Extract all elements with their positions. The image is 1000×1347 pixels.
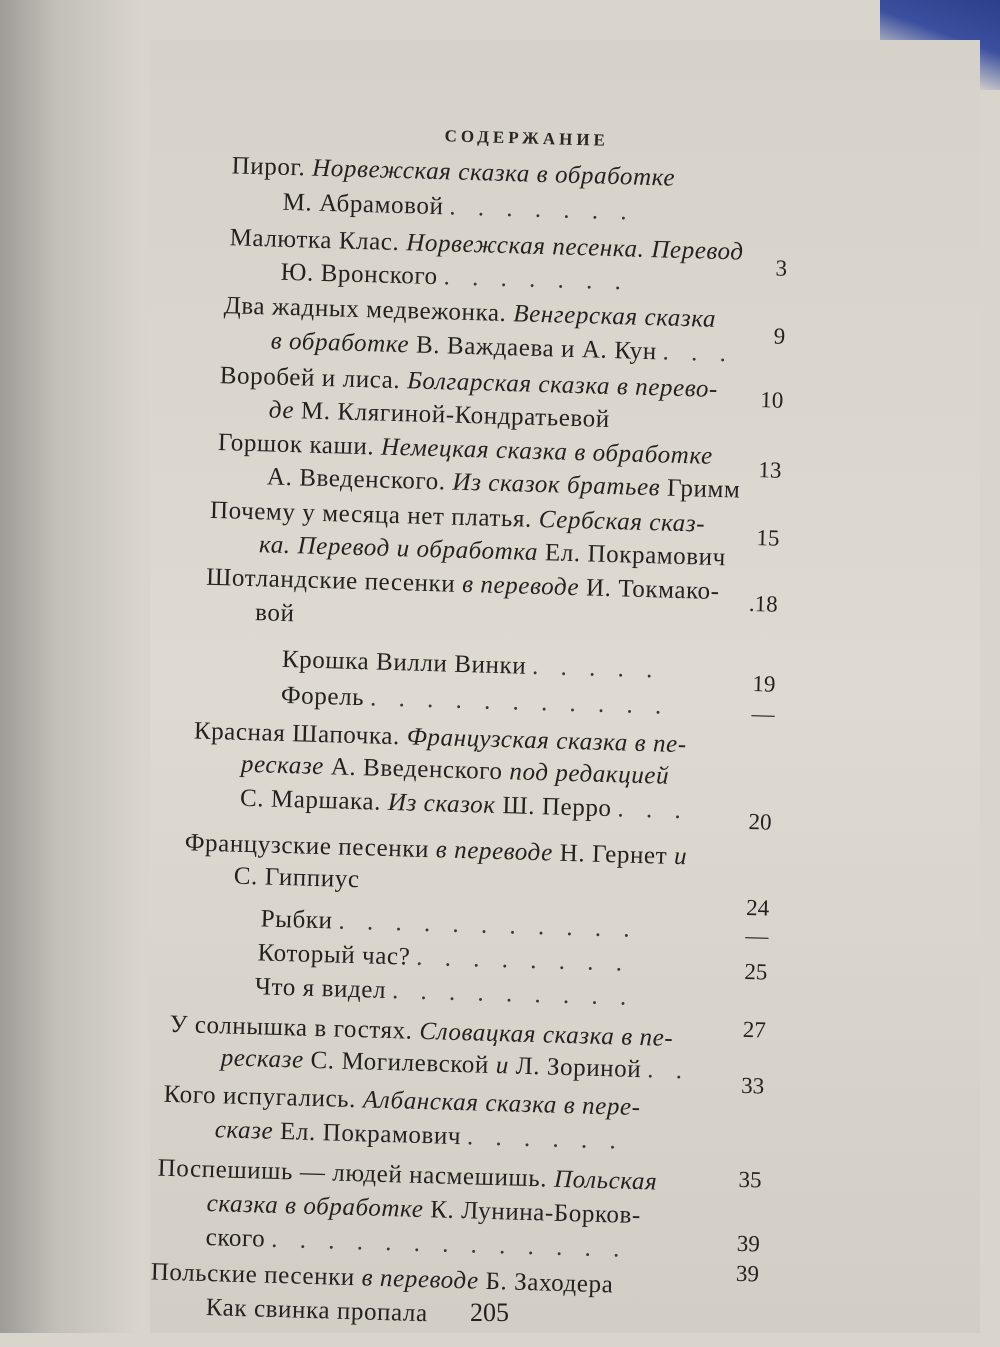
toc-line: сказка в обработке К. Лунина-Борков- — [206, 1190, 642, 1230]
toc-line: Форель . . . . . . . . . . . — [280, 681, 670, 720]
page-number: 33 — [740, 1072, 765, 1099]
toc-line: ресказе А. Введенского под редакцией — [240, 750, 670, 790]
toc-line: М. Абрамовой . . . . . . . — [282, 188, 636, 226]
toc-line: в обработке В. Важдаева и А. Кун . . . — [270, 327, 735, 368]
page-number: — — [751, 701, 775, 727]
toc-line: Который час? . . . . . . . . — [257, 939, 631, 977]
page-number: 19 — [752, 671, 776, 697]
toc-line: Горшок каши. Немецкая сказка в обработке — [217, 429, 714, 470]
toc-line: Воробей и лиса. Болгарская сказка в перево- — [219, 362, 719, 403]
toc-line: А. Введенского. Из сказок братьев Гримм — [266, 463, 741, 504]
toc-line: ресказе С. Могилевской и Л. Зориной . . — [220, 1044, 691, 1085]
toc-line: ка. Перевод и обработка Ел. Покрамович — [258, 531, 727, 572]
toc-line: Шотландские песенки в переводе И. Токмако- — [205, 563, 721, 606]
toc-line: Почему у месяца нет платья. Сербская сказ- — [209, 496, 706, 538]
toc-line: Два жадных медвежонка. Венгерская сказка — [223, 292, 717, 333]
toc-line: Ю. Вронского . . . . . . . — [280, 258, 630, 296]
toc-line: С. Гиппиус — [233, 862, 360, 894]
page-number: 10 — [760, 387, 784, 413]
page-number: .18 — [748, 590, 779, 617]
toc-line: Малютка Клас. Норвежская песенка. Перевод — [229, 224, 744, 266]
toc-line: Как свинка пропала — [205, 1294, 429, 1328]
page-number: 27 — [742, 1016, 767, 1043]
toc-line: Красная Шапочка. Французская сказка в пе- — [193, 717, 688, 759]
toc-line: У солнышка в гостях. Словацкая сказка в пе- — [169, 1010, 674, 1052]
page-number: 25 — [744, 958, 768, 985]
page-number: 9 — [773, 323, 786, 349]
toc-line: Кого испугались. Албанская сказка в пере- — [163, 1080, 641, 1122]
toc-line: Что я видел . . . . . . . . . — [254, 973, 635, 1011]
toc-line: вой — [254, 599, 295, 628]
page-number: — — [745, 922, 769, 949]
page-number: 15 — [756, 525, 780, 551]
toc-line: Польские песенки в переводе Б. Заходера — [150, 1258, 614, 1299]
page-number: 24 — [745, 894, 770, 921]
page-number: 39 — [736, 1230, 761, 1257]
toc-line: Крошка Вилли Винки . . . . . — [281, 645, 661, 684]
page-number: 13 — [758, 457, 782, 483]
page-number: 3 — [775, 255, 788, 281]
toc-line: Французские песенки в переводе Н. Гернет и — [184, 829, 688, 871]
toc-line: Рыбки . . . . . . . . . . . — [260, 905, 639, 943]
page-folio: 205 — [470, 1298, 509, 1327]
page-number: 35 — [738, 1166, 762, 1193]
toc-line: С. Маршака. Из сказок Ш. Перро . . . — [239, 784, 690, 825]
toc-line: ского . . . . . . . . . . . . . — [205, 1224, 628, 1263]
page-title: СОДЕРЖАНИЕ — [444, 126, 610, 150]
page-number: 39 — [735, 1260, 760, 1287]
toc-line: Пирог. Норвежская сказка в обработке — [231, 152, 676, 192]
toc-line: де М. Клягиной-Кондратьевой — [268, 396, 611, 433]
page-number: 20 — [748, 809, 772, 835]
toc-line: сказе Ел. Покрамович . . . . . . — [214, 1116, 625, 1155]
toc-line: Поспешишь — людей насмешишь. Польская — [157, 1154, 658, 1196]
